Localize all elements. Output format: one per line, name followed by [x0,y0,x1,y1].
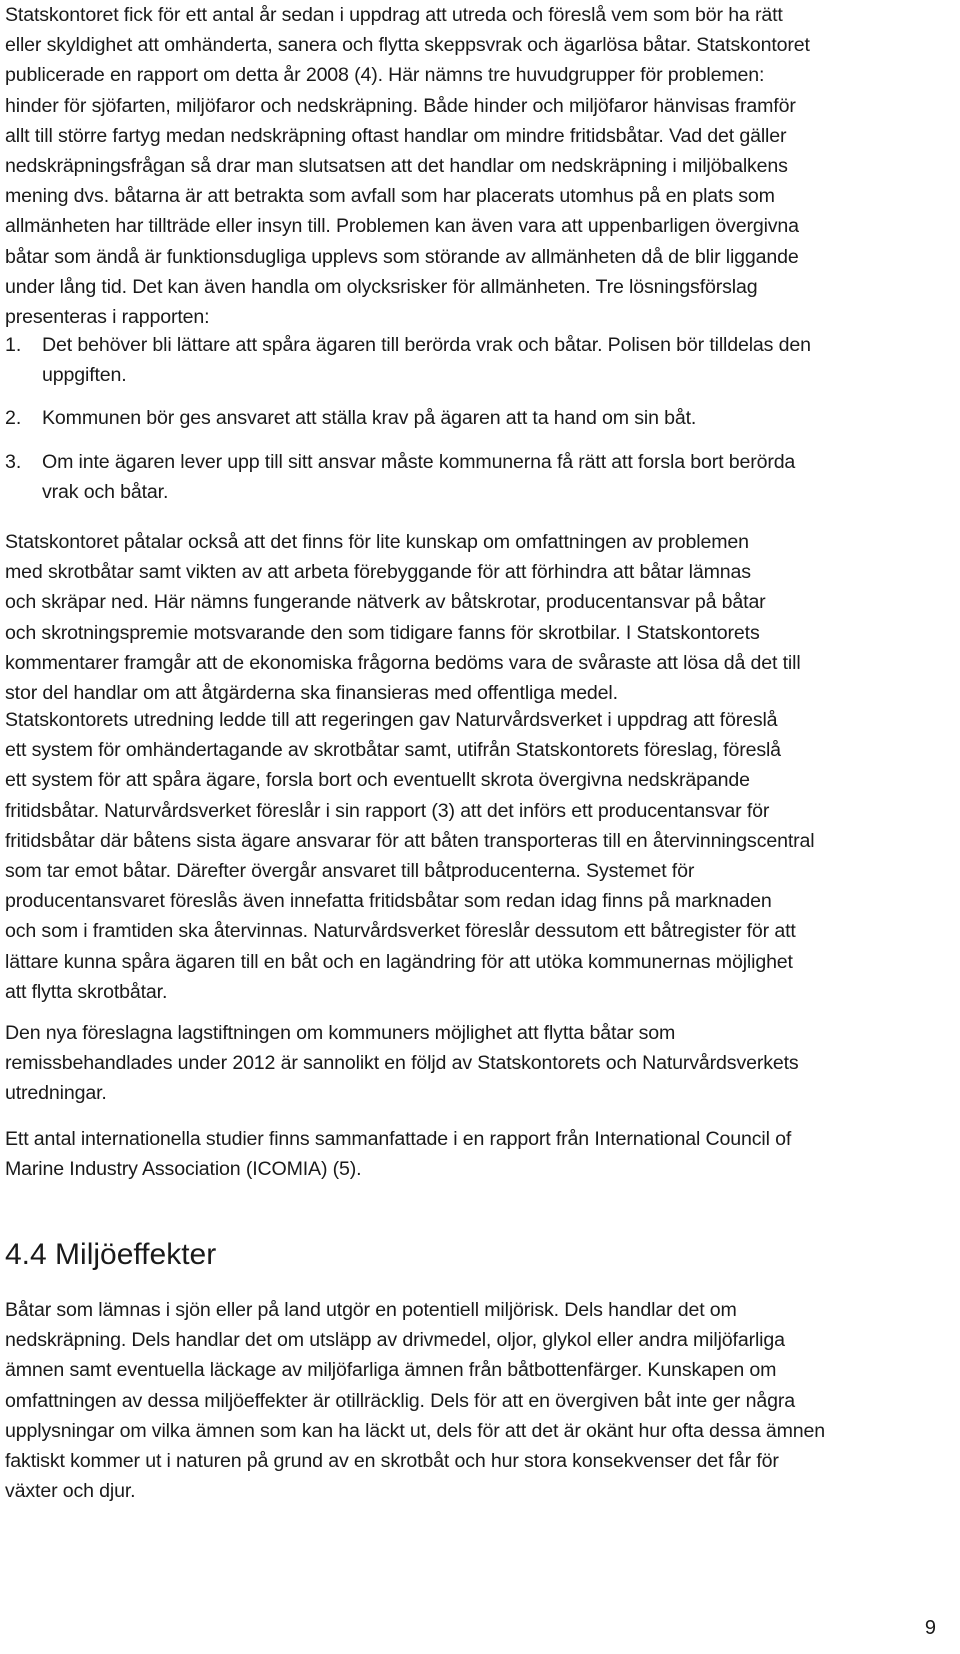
text-line: lättare kunna spåra ägaren till en båt och en lagändring för att utöka kommunernas möjlighet [5,950,793,973]
text-line: och som i framtiden ska återvinnas. Naturvårdsverket föreslår dessutom ett båtregister för att [5,920,796,943]
list-number: 3. [5,450,22,473]
text-line: Båtar som lämnas i sjön eller på land utgör en potentiell miljörisk. Dels handlar det om [5,1299,737,1321]
list-number: 1. [5,334,22,356]
text-line: och skrotningspremie motsvarande den som tidigare fanns för skrotbilar. I Statskontorets [5,621,760,644]
text-line: med skrotbåtar samt vikten av att arbeta förebyggande för att förhindra att båtar lämnas [5,561,751,584]
text-line: Statskontorets utredning ledde till att regeringen gav Naturvårdsverket i uppdrag att föreslå [5,709,778,731]
text-line: under lång tid. Det kan även handla om olycksrisker för allmänheten. Tre lösningsförslag [5,275,758,298]
text-line: Kommunen bör ges ansvaret att ställa krav på ägaren att ta hand om sin båt. [42,407,697,430]
text-line: Den nya föreslagna lagstiftningen om kommuners möjlighet att flytta båtar som [5,1022,676,1044]
icomia-paragraph [5,1124,791,1184]
list-item [5,447,955,507]
text-line: Marine Industry Association (ICOMIA) (5). [5,1158,362,1181]
text-line: omfattningen av dessa miljöeffekter är otillräcklig. Dels för att en övergiven båt inte ger några [5,1389,795,1412]
text-line: Det behöver bli lättare att spåra ägaren till berörda vrak och båtar. Polisen bör tilldelas den [42,334,811,356]
text-line: utredningar. [5,1082,107,1105]
text-line: remissbehandlades under 2012 är sannolikt en följd av Statskontorets och Naturvårdsverkets [5,1052,799,1075]
text-line: Statskontoret påtalar också att det finns för lite kunskap om omfattningen av problemen [5,531,749,553]
intro-paragraph [5,0,810,332]
text-line: fritidsbåtar där båtens sista ägare ansvarar för att båten transporteras till en återvinningscentral [5,829,815,852]
text-line: allmänheten har tillträde eller insyn till. Problemen kan även vara att uppenbarligen övergivna [5,215,799,238]
text-line: som tar emot båtar. Därefter övergår ansvaret till båtproducenterna. Systemet för [5,860,695,883]
text-line: publicerade en rapport om detta år 2008 (4). Här nämns tre huvudgrupper för problemen: [5,64,765,87]
text-line: Ett antal internationella studier finns sammanfattade i en rapport från International Council of [5,1128,792,1150]
text-line: ämnen samt eventuella läckage av miljöfarliga ämnen från båtbottenfärger. Kunskapen om [5,1359,777,1382]
text-line: faktiskt kommer ut i naturen på grund av en skrotbåt och hur stora konsekvenser det får för [5,1450,779,1473]
text-line: fritidsbåtar. Naturvårdsverket föreslår i sin rapport (3) att det införs ett producentansvar för [5,799,770,822]
naturvardsverket-paragraph [5,705,814,1007]
text-line: Statskontoret fick för ett antal år sedan i uppdrag att utreda och föreslå vem som bör ha rätt [5,4,783,26]
legislation-paragraph [5,1018,799,1109]
text-line: växter och djur. [5,1480,136,1503]
text-line: att flytta skrotbåtar. [5,980,168,1003]
section-heading: 4.4 Miljöeffekter [5,1238,217,1271]
text-line: upplysningar om vilka ämnen som kan ha läckt ut, dels för att det är okänt hur ofta dessa ämnen [5,1419,826,1442]
text-line: allt till större fartyg medan nedskräpning oftast handlar om mindre fritidsbåtar. Vad det gäller [5,124,787,147]
text-line: hinder för sjöfarten, miljöfaror och nedskräpning. Både hinder och miljöfaror hänvisas framför [5,94,796,117]
list-item [5,403,955,433]
text-line: ett system för att spåra ägare, forsla bort och eventuellt skrota övergivna nedskräpande [5,769,750,792]
list-item [5,330,955,390]
text-line: mening dvs. båtarna är att betrakta som avfall som har placerats utomhus på en plats som [5,185,775,208]
text-line: stor del handlar om att åtgärderna ska finansieras med offentliga medel. [5,682,618,705]
text-line: producentansvaret föreslås även innefatta fritidsbåtar som redan idag finns på marknaden [5,890,772,913]
text-line: uppgiften. [42,364,127,387]
page-number: 9 [924,1617,936,1639]
knowledge-paragraph [5,527,801,708]
text-line: kommentarer framgår att de ekonomiska frågorna bedöms vara de svåraste att lösa då det till [5,651,801,674]
text-line: vrak och båtar. [42,480,169,503]
text-line: och skräpar ned. Här nämns fungerande nätverk av båtskrotar, producentansvar på båtar [5,591,766,614]
environment-paragraph [5,1295,825,1506]
text-line: Om inte ägaren lever upp till sitt ansvar måste kommunerna få rätt att forsla bort berörda [42,450,796,473]
proposals-list [5,330,955,520]
text-line: nedskräpning. Dels handlar det om utsläpp av drivmedel, oljor, glykol eller andra miljöfarliga [5,1329,785,1352]
text-line: ett system för omhändertagande av skrotbåtar samt, utifrån Statskontorets föreslag, föreslå [5,739,781,762]
text-line: eller skyldighet att omhänderta, sanera och flytta skeppsvrak och ägarlösa båtar. Statskontoret [5,34,810,57]
list-number: 2. [5,407,22,430]
text-line: båtar som ändå är funktionsdugliga upplevs som störande av allmänheten då de blir liggande [5,245,799,268]
text-line: presenteras i rapporten: [5,306,210,329]
text-line: nedskräpningsfrågan så drar man slutsatsen att det handlar om nedskräpning i miljöbalkens [5,155,788,178]
